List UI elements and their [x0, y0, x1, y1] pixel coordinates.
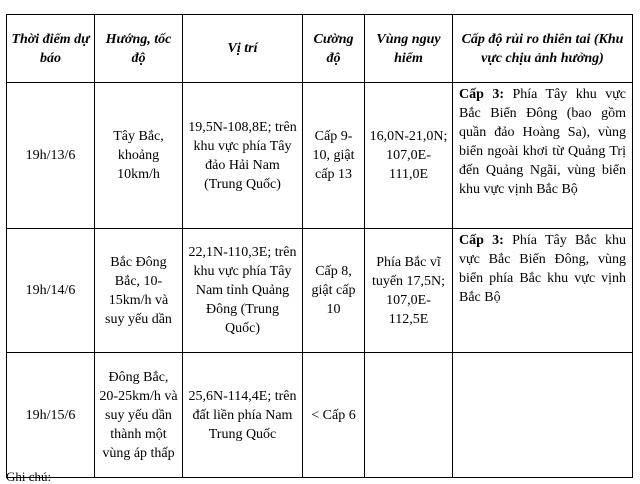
header-intensity: Cường độ	[303, 15, 365, 83]
cell-intensity: Cấp 8, giật cấp 10	[303, 229, 365, 353]
cell-position: 19,5N-108,8E; trên khu vực phía Tây đảo Hải Nam (Trung Quốc)	[183, 83, 303, 229]
cell-danger-zone: Phía Bắc vĩ tuyến 17,5N; 107,0E-112,5E	[365, 229, 453, 353]
risk-level-label: Cấp 3:	[459, 87, 505, 102]
header-risk-level: Cấp độ rủi ro thiên tai (Khu vực chịu ảnh hưởng)	[453, 15, 633, 83]
cell-time: 19h/14/6	[7, 229, 95, 353]
header-danger-zone: Vùng nguy hiểm	[365, 15, 453, 83]
table-row	[7, 83, 633, 229]
cell-intensity: < Cấp 6	[303, 353, 365, 478]
cell-risk-level	[453, 229, 633, 353]
forecast-table	[6, 14, 633, 478]
risk-level-label: Cấp 3:	[459, 233, 504, 248]
cell-time: 19h/15/6	[7, 353, 95, 478]
footer-note-cut: Ghi chú:	[6, 469, 52, 484]
cell-direction-speed: Bắc Đông Bắc, 10-15km/h và suy yếu dần	[95, 229, 183, 353]
cell-intensity: Cấp 9-10, giật cấp 13	[303, 83, 365, 229]
cell-time: 19h/13/6	[7, 83, 95, 229]
table-row	[7, 353, 633, 478]
risk-area: Phía Tây Bắc khu vực Bắc Biển Đông, vùng biển phía Bắc khu vực vịnh Bắc Bộ	[459, 233, 626, 305]
cell-danger-zone: 16,0N-21,0N; 107,0E-111,0E	[365, 83, 453, 229]
header-direction-speed: Hướng, tốc độ	[95, 15, 183, 83]
cell-position: 25,6N-114,4E; trên đất liền phía Nam Trung Quốc	[183, 353, 303, 478]
cell-direction-speed: Đông Bắc, 20-25km/h và suy yếu dần thành một vùng áp thấp	[95, 353, 183, 478]
cell-risk-level	[453, 353, 633, 478]
cell-danger-zone	[365, 353, 453, 478]
cell-direction-speed: Tây Bắc, khoảng 10km/h	[95, 83, 183, 229]
table-header-row	[7, 15, 633, 83]
table-row	[7, 229, 633, 353]
cell-position: 22,1N-110,3E; trên khu vực phía Tây Nam tỉnh Quảng Đông (Trung Quốc)	[183, 229, 303, 353]
header-time: Thời điểm dự báo	[7, 15, 95, 83]
risk-area: Phía Tây khu vực Bắc Biển Đông (bao gồm quần đảo Hoàng Sa), vùng biển ngoài khơi từ Quảng Trị đến Quảng Ngãi, vùng biển khu vực vịnh Bắc Bộ	[459, 87, 626, 197]
header-position: Vị trí	[183, 15, 303, 83]
cell-risk-level	[453, 83, 633, 229]
